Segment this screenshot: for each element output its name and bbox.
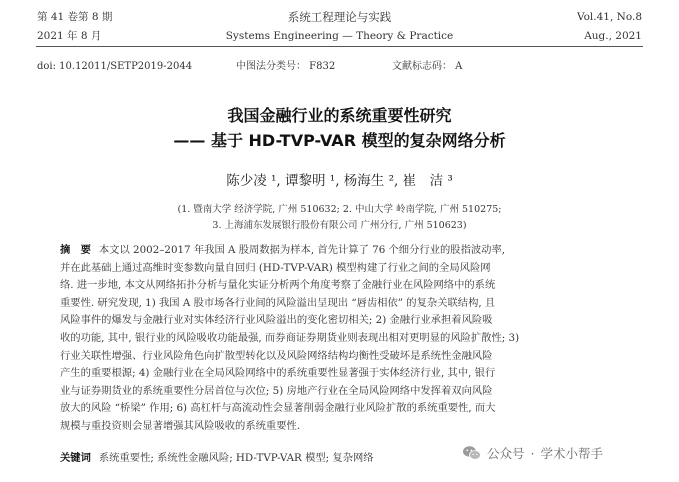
wechat-icon	[462, 445, 482, 461]
journal-name-en: Systems Engineering — Theory & Practice	[225, 30, 454, 42]
watermark	[462, 443, 603, 463]
abstract	[60, 242, 623, 436]
abstract-line: 收的功能, 其中, 银行业的风险吸收功能最强, 而券商证券期货业则表现出相对更明显的风险扩散性; 3)	[60, 331, 520, 344]
document-code: 文献标志码： A	[392, 61, 463, 72]
abstract-line: 并在此基础上通过高维时变参数向量自回归 (HD-TVP-VAR) 模型构建了行业之间的全局风险网	[60, 261, 491, 274]
keywords-label: 关键词	[60, 452, 91, 464]
abstract-line: 风险事件的爆发与金融行业对实体经济行业风险溢出的变化密切相关; 2) 金融行业承担着风险吸	[60, 314, 493, 327]
abstract-line: 行业关联性增强、行业风险角色向扩散型转化以及风险网络结构均衡性受破坏是系统性金融风险	[60, 349, 493, 362]
abstract-line: 重要性. 研究发现, 1) 我国 A 股市场各行业间的风险溢出呈现出 “唇齿相依” 的复杂关联结构, 且	[60, 296, 496, 309]
watermark-source: 公众号	[487, 446, 525, 461]
abstract-label: 摘 要	[60, 244, 91, 256]
date-cn: 2021 年 8 月	[37, 30, 102, 42]
paper-title: 我国金融行业的系统重要性研究	[227, 106, 452, 125]
abstract-text: 本文以 2002–2017 年我国 A 股周数据为样本, 首先计算了 76 个细分行业的股指波动率,	[98, 244, 506, 256]
abstract-line: 规模与重投资则会显著增强其风险吸收的系统重要性.	[60, 419, 301, 432]
abstract-line: 放大的风险 “桥梁” 作用; 6) 高杠杆与高流动性会显著削弱金融行业风险扩散的系统重要性, 而大	[60, 402, 496, 415]
watermark-separator: ·	[530, 445, 535, 461]
classification-number: 中图法分类号： F832	[236, 61, 336, 72]
paper-subtitle: —— 基于 HD-TVP-VAR 模型的复杂网络分析	[173, 131, 506, 150]
header-divider	[36, 46, 643, 47]
date-en: Aug., 2021	[584, 30, 642, 42]
watermark-name: 学术小帮手	[540, 446, 604, 461]
keywords	[60, 450, 374, 466]
abstract-line: 业与证券期货业的系统重要性分居首位与次位; 5) 房地产行业在全局风险网络中发挥着双向风险	[60, 384, 493, 397]
volume-issue-cn: 第 41 卷第 8 期	[37, 11, 113, 23]
abstract-line: 产生的重要根源; 4) 金融行业在全局风险网络中的系统重要性显著强于实体经济行业, 其中, 银行	[60, 367, 496, 380]
affiliation-line: (1. 暨南大学 经济学院, 广州 510632; 2. 中山大学 岭南学院, 广州 510275;	[177, 204, 502, 215]
keywords-text: 系统重要性; 系统性金融风险; HD-TVP-VAR 模型; 复杂网络	[98, 452, 374, 464]
abstract-line	[60, 242, 623, 260]
journal-name-cn: 系统工程理论与实践	[287, 10, 392, 24]
volume-issue-en: Vol.41, No.8	[576, 11, 642, 23]
affiliation-line: 3. 上海浦东发展银行股份有限公司 广州分行, 广州 510623)	[212, 220, 467, 231]
abstract-line: 络. 进一步地, 本文从网络拓扑分析与量化实证分析两个角度考察了金融行业在风险网络中的系统	[60, 279, 496, 292]
authors: 陈少凌 ¹, 谭黎明 ¹, 杨海生 ², 崔 洁 ³	[226, 173, 453, 189]
doi: doi: 10.12011/SETP2019-2044	[37, 61, 193, 72]
